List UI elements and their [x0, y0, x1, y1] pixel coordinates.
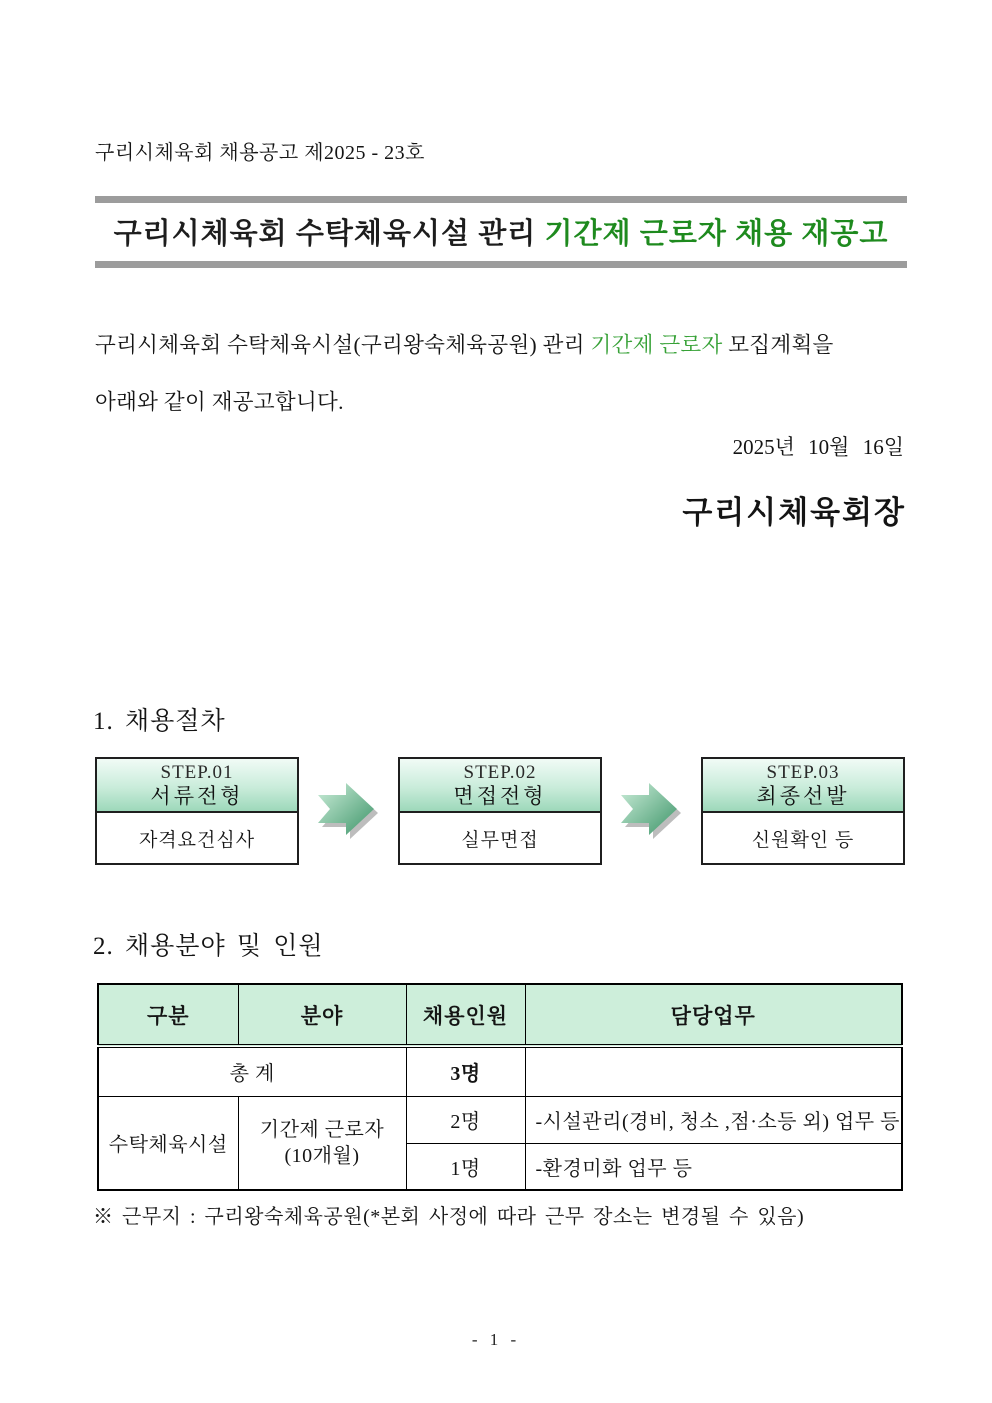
intro-paragraph [95, 317, 909, 431]
title-banner [95, 196, 907, 268]
page-number: - 1 - [471, 1330, 521, 1349]
intro-line1-c: 모집계획을 [722, 333, 834, 357]
signature-title: 구리시체육회장 [682, 495, 906, 530]
step-arrow-1-wrap [299, 781, 398, 841]
total-duty [525, 1046, 902, 1096]
title-prefix: 구리시체육회 수탁체육시설 관리 [113, 218, 545, 250]
recruitment-table [97, 983, 903, 1191]
title-bottom-divider [95, 261, 907, 268]
col-header-duty: 담당업무 [525, 984, 902, 1046]
step2-header [400, 759, 600, 813]
intro-line1-a: 구리시체육회 수탁체육시설(구리왕숙체육공원) 관리 [95, 333, 591, 357]
step1-header [97, 759, 297, 813]
cell-duty-2: -환경미화 업무 등 [525, 1143, 902, 1190]
section1-heading: 1. 채용절차 [93, 708, 226, 735]
right-arrow-icon [316, 781, 382, 841]
col-header-field: 분야 [238, 984, 406, 1046]
step3-name: 최종선발 [756, 784, 850, 808]
step-box-2 [398, 757, 602, 865]
right-arrow-icon [619, 781, 685, 841]
title-top-divider [95, 196, 907, 203]
cell-duty-1: -시설관리(경비, 청소 ,점·소등 외) 업무 등 [525, 1096, 902, 1143]
step-box-1 [95, 757, 299, 865]
step-arrow-2-wrap [602, 781, 701, 841]
cell-count-2: 1명 [406, 1143, 525, 1190]
title-highlight: 기간제 근로자 채용 재공고 [544, 218, 889, 250]
step1-name: 서류전형 [150, 784, 244, 808]
step2-number: STEP.02 [463, 762, 537, 783]
step-box-3 [701, 757, 905, 865]
workplace-note: ※ 근무지 : 구리왕숙체육공원(*본회 사정에 따라 근무 장소는 변경될 수 있음) [93, 1206, 805, 1228]
intro-line1-highlight: 기간제 근로자 [590, 333, 723, 357]
step1-number: STEP.01 [160, 762, 234, 783]
step3-description: 신원확인 등 [751, 829, 855, 851]
total-label: 총 계 [98, 1046, 406, 1096]
table-row-total [98, 1046, 902, 1096]
announcement-date: 2025년 10월 16일 [732, 435, 904, 459]
step3-header [703, 759, 903, 813]
total-count: 3명 [406, 1046, 525, 1096]
cell-field [238, 1096, 406, 1190]
table-header-row [98, 984, 902, 1046]
col-header-category: 구분 [98, 984, 238, 1046]
table-row-1 [98, 1096, 902, 1143]
recruitment-steps [95, 757, 905, 865]
cell-count-1: 2명 [406, 1096, 525, 1143]
step2-description: 실무면접 [461, 829, 539, 851]
section2-heading: 2. 채용분야 및 인원 [93, 933, 324, 960]
step1-description: 자격요건심사 [138, 829, 256, 851]
recruitment-table-wrap [97, 983, 903, 1191]
cell-field-line2: (10개월) [284, 1144, 360, 1167]
cell-category: 수탁체육시설 [98, 1096, 238, 1190]
cell-field-line1: 기간제 근로자 [259, 1118, 385, 1141]
intro-line2: 아래와 같이 재공고합니다. [95, 390, 344, 414]
step2-name: 면접전형 [453, 784, 547, 808]
step3-number: STEP.03 [766, 762, 840, 783]
col-header-count: 채용인원 [406, 984, 525, 1046]
doc-number: 구리시체육회 채용공고 제2025 - 23호 [95, 142, 425, 164]
page-title [95, 203, 907, 261]
